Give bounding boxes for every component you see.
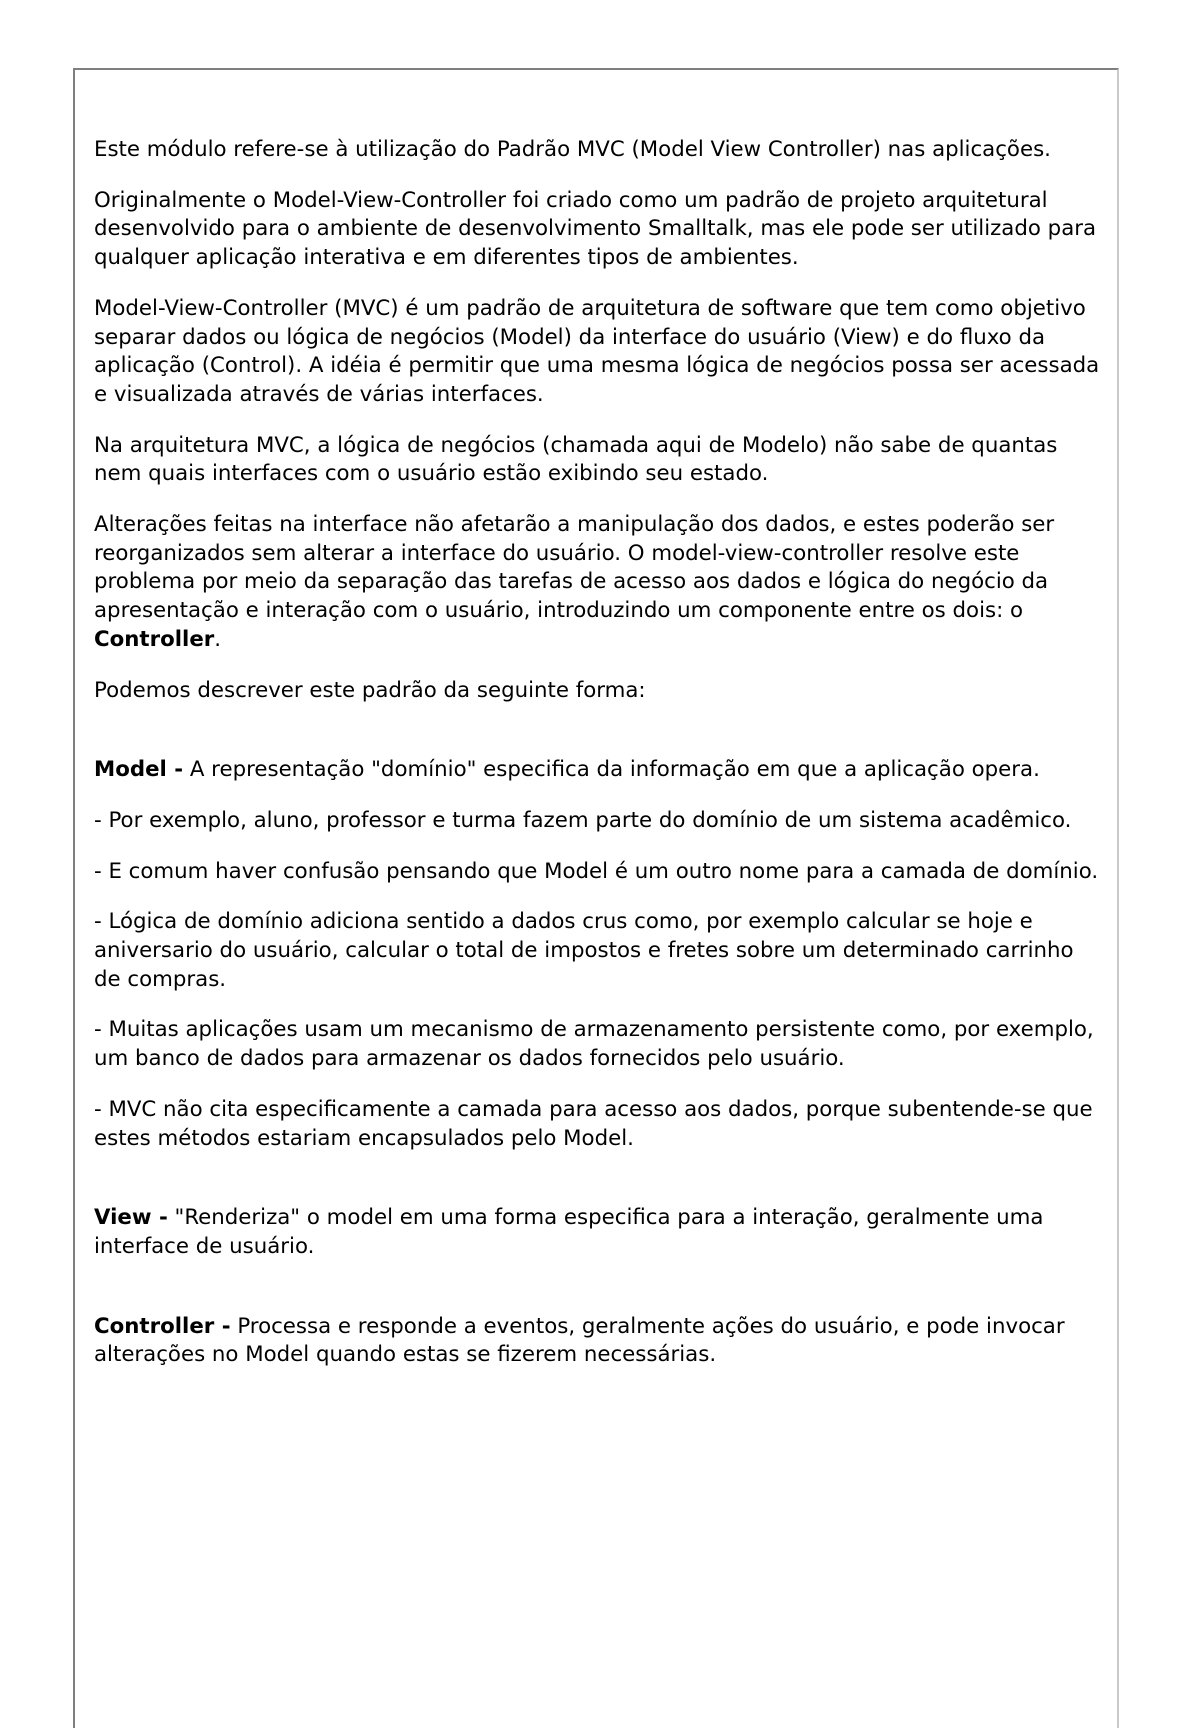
- document-body: [94, 136, 1104, 1392]
- spacer: [94, 1175, 1104, 1204]
- intro-paragraph: Este módulo refere-se à utilização do Padrão MVC (Model View Controller) nas aplicações.: [94, 137, 1051, 162]
- history-paragraph: Originalmente o Model-View-Controller foi criado como um padrão de projeto arquitetural desenvolvido para o ambiente de desenvolvimento Smalltalk, mas ele pode ser utilizado para qualquer aplicação interativa e em diferentes tipos de ambientes.: [94, 187, 1097, 271]
- spacer: [94, 727, 1104, 756]
- model-text: A representação "domínio" especifica da informação em que a aplicação opera.: [183, 757, 1040, 783]
- model-point: - E comum haver confusão pensando que Model é um outro nome para a camada de domínio.: [94, 858, 1099, 884]
- model-definition: [94, 756, 1104, 785]
- model-point: - Muitas aplicações usam um mecanismo de armazenamento persistente como, por exemplo, um banco de dados para armazenar os dados fornecidos pelo usuário.: [94, 1017, 1094, 1072]
- changes-end: .: [214, 626, 222, 652]
- model-point: - Lógica de domínio adiciona sentido a dados crus como, por exemplo calcular se hoje e aniversario do usuário, calcular o total de impostos e fretes sobre um determinado carrinho de compras.: [94, 909, 1074, 992]
- controller-emphasis: Controller: [94, 626, 215, 652]
- architecture-paragraph: Na arquitetura MVC, a lógica de negócios (chamada aqui de Modelo) não sabe de quantas nem quais interfaces com o usuário estão exibindo seu estado.: [94, 432, 1058, 487]
- controller-text: Processa e responde a eventos, geralmente ações do usuário, e pode invocar alterações no Model quando estas se fizerem necessárias.: [94, 1313, 1065, 1368]
- model-point: - Por exemplo, aluno, professor e turma fazem parte do domínio de um sistema acadêmico.: [94, 807, 1072, 833]
- changes-text: Alterações feitas na interface não afetarão a manipulação dos dados, e estes poderão ser reorganizados sem alterar a interface do usuário. O model-view-controller resolve este problema por meio da separação das tarefas de acesso aos dados e lógica do negócio da apresentação e interação com o usuário, introduzindo um componente entre os dois: o: [94, 512, 1055, 624]
- definition-paragraph: Model-View-Controller (MVC) é um padrão de arquitetura de software que tem como objetivo separar dados ou lógica de negócios (Model) da interface do usuário (View) e do fluxo da aplicação (Control). A idéia é permitir que uma mesma lógica de negócios possa ser acessada e visualizada através de várias interfaces.: [94, 295, 1100, 407]
- describe-paragraph: Podemos descrever este padrão da seguinte forma:: [94, 677, 646, 703]
- model-heading: Model -: [94, 757, 184, 783]
- controller-definition: [94, 1313, 1104, 1370]
- view-definition: [94, 1204, 1104, 1261]
- view-text: "Renderiza" o model em uma forma especifica para a interação, geralmente uma interface de usuário.: [94, 1205, 1044, 1259]
- controller-heading: Controller -: [94, 1313, 231, 1339]
- view-heading: View -: [94, 1205, 168, 1231]
- spacer: [94, 1284, 1104, 1313]
- model-point: - MVC não cita especificamente a camada para acesso aos dados, porque subentende-se que estes métodos estariam encapsulados pelo Model.: [94, 1096, 1093, 1151]
- changes-paragraph: [94, 511, 1104, 655]
